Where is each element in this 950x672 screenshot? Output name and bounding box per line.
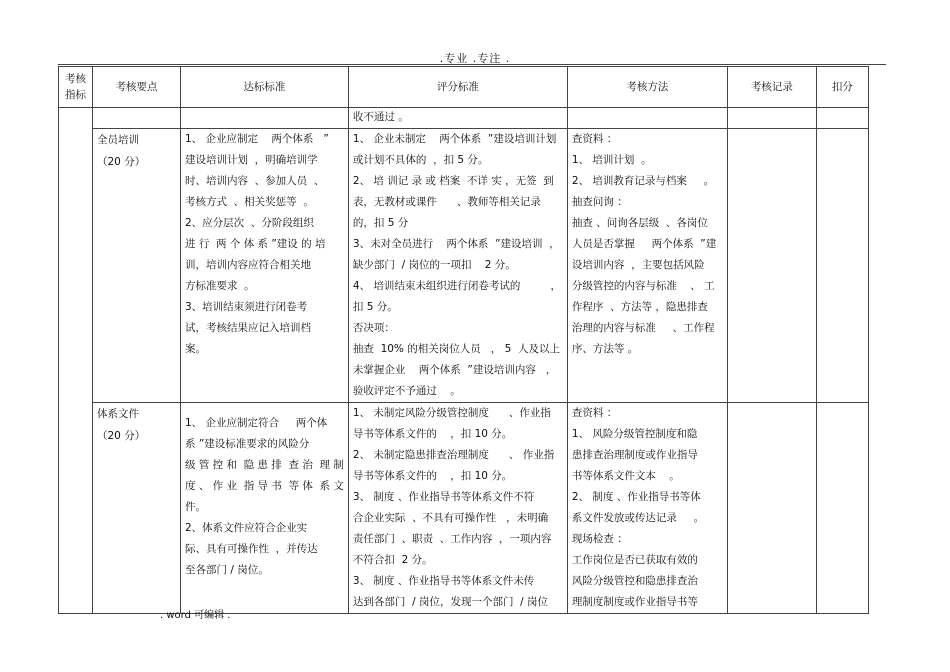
header-row [59,67,869,108]
deduct-cell [816,129,868,403]
text-line: 责任部门 、职责 、工作内容 ，一项内容 [352,533,552,545]
text-line: 验收评定不予通过 。 [352,385,461,397]
text-line: 1、 风险分级管控制度和隐 [571,428,698,440]
point-cell [93,403,181,614]
text-line: 3、 制度 、作业指导书等体系文件未传 [352,575,535,587]
text-line: 设培训内容 ，主要包括风险 [571,259,705,271]
text-line: 系 ”建设标准要求的风险分 [185,438,310,450]
page-footer: . word 可编辑 . [160,610,231,621]
text-line: 导书等体系文件的 ，扣 10 分。 [352,428,513,440]
text-line: 2、 培 训记 录 或 档案 不详 实 ，无签 到 [352,175,554,187]
text-line: 未掌握企业 两个体系 ”建设培训内容 ， [352,364,557,376]
text-line: 1、 培训计划 。 [571,154,652,166]
point-score: （20 分） [97,156,146,168]
table-row [59,129,869,403]
text-line: 建设培训计划 ，明确培训学 [185,154,318,166]
standard-cell [181,129,349,403]
text-line: 2、 培训教育记录与档案 。 [571,175,715,187]
text-line: 书等体系文件文本 。 [571,470,680,482]
method-lines [572,129,723,360]
scoring-lines [353,129,563,402]
text-line: 扣 5 分。 [352,301,398,313]
col-header-scoring: 评分标准 [348,67,567,108]
standard-lines [185,403,344,581]
text-line: 工作岗位是否已获取有效的 [571,554,698,566]
text-line: 序、方法等 。 [571,343,639,355]
text-line: 试，考核结果应记入培训档 [185,322,311,334]
col-header-point: 考核要点 [93,67,181,108]
text-line: 际、具有可操作性 ，并传达 [185,543,318,555]
cont-deduct-cell [816,108,868,129]
col-header-record: 考核记录 [727,67,816,108]
record-cell [727,129,816,403]
text-line: 时、培训内容 、参加人员 、 [185,175,325,187]
text-line: 风险分级管控和隐患排查治 [571,575,698,587]
text-line: 至各部门 / 岗位。 [185,564,269,576]
text-line: 达到各部门 / 岗位，发现一个部门 / 岗位 [352,596,548,608]
text-line: 人员是否掌握 两个体系 ”建 [571,238,717,250]
text-line: 患排查治理制度或作业指导 [571,449,698,461]
col-header-indicator: 考核指标 [59,67,93,108]
text-line: 1、 未制定风险分级管控制度 、作业指 [352,407,551,419]
text-line: 2、 未制定隐患排查治理制度 、 作业指 [352,449,555,461]
scoring-cell [348,403,567,614]
text-line: 1、 企业未制定 两个体系 ”建设培训计划 [352,133,557,145]
text-line: 不符合扣 2 分。 [352,554,433,566]
text-line: 3、未对全员进行 两个体系 ”建设培训 ， [352,238,560,250]
text-line: 表，无教材或课件 、教师等相关记录 [352,196,541,208]
text-line: 训，培训内容应符合相关地 [185,259,311,271]
assessment-table [58,66,869,614]
cont-record-cell [727,108,816,129]
text-line: 查资料 ： [571,133,618,145]
text-line: 查资料 ： [571,407,618,419]
point-name: 体系文件 [97,408,139,420]
point-cell [93,129,181,403]
col-header-method: 考核方法 [567,67,727,108]
standard-cell [181,403,349,614]
text-line: 合企业实际 、不具有可操作性 ，未明确 [352,512,549,524]
point-name: 全员培训 [97,134,139,146]
text-line: 分级管控的内容与标准 、 工 [571,280,715,292]
text-line: 级 管 控 和 隐 患 排 查 治 理 制 [185,459,344,471]
text-line: 2、体系文件应符合企业实 [185,522,308,534]
method-cell [567,403,727,614]
method-cell [567,129,727,403]
text-line: 2、 制度 、作业指导书等体 [571,491,701,503]
scoring-cell [348,129,567,403]
point-score: （20 分） [97,430,146,442]
text-line: 现场检查 ： [571,533,628,545]
text-line: 度 、 作 业 指 导 书 等 体 系 文 [185,480,344,492]
text-line: 治理的内容与标准 、工作程 [571,322,715,334]
standard-lines [185,129,344,360]
page-header: .专业 .专注 . [439,52,511,65]
text-line: 考核方式 、相关奖惩等 。 [185,196,314,208]
text-line: 案。 [185,343,206,355]
text-line: 3、培训结束须进行闭卷考 [185,301,308,313]
text-line: 理制度制度或作业指导书等 [571,596,698,608]
text-line: 导书等体系文件的 ，扣 10 分。 [352,470,513,482]
text-line: 3、 制度 、作业指导书等体系文件不符 [352,491,535,503]
cont-point-cell [93,108,181,129]
text-line: 方标准要求 。 [185,280,255,292]
col-header-standard: 达标标准 [181,67,349,108]
text-line: 抽查 、问询各层级 、各岗位 [571,217,708,229]
text-line: 1、 企业应制定符合 两个体 [185,417,328,429]
indicator-cell [59,108,93,614]
cont-method-cell [567,108,727,129]
text-line: 或计划不具体的 ，扣 5 分。 [352,154,489,166]
deduct-cell [816,403,868,614]
text-line: 抽查问询 ： [571,196,628,208]
table-row [59,403,869,614]
text-line: 缺少部门 / 岗位的一项扣 2 分。 [352,259,516,271]
text-line: 1、 企业应制定 两个体系 ” [185,133,329,145]
text-line: 否决项： [352,322,395,334]
header-rule [58,64,886,65]
method-lines [572,403,723,613]
text-line: 进 行 两 个 体 系 ”建设 的 培 [185,238,326,250]
record-cell [727,403,816,614]
text-line: 件。 [185,501,206,513]
text-line: 抽查 10% 的相关岗位人员 ， 5 人及以上 [352,343,560,355]
text-line: 系文件发放或传达记录 。 [571,512,705,524]
col-header-deduct: 扣分 [816,67,868,108]
text-line: 作程序 、方法等 ，隐患排查 [571,301,708,313]
text-line: 的，扣 5 分 [352,217,409,229]
text-line: 4、 培训结束未组织进行闭卷考试的 ， [352,280,561,292]
cont-scoring-cell: 收不通过 。 [348,108,567,129]
scoring-lines [353,403,563,613]
text-line: 2、应分层次 、分阶段组织 [185,217,314,229]
continuation-row [59,108,869,129]
cont-standard-cell [181,108,349,129]
